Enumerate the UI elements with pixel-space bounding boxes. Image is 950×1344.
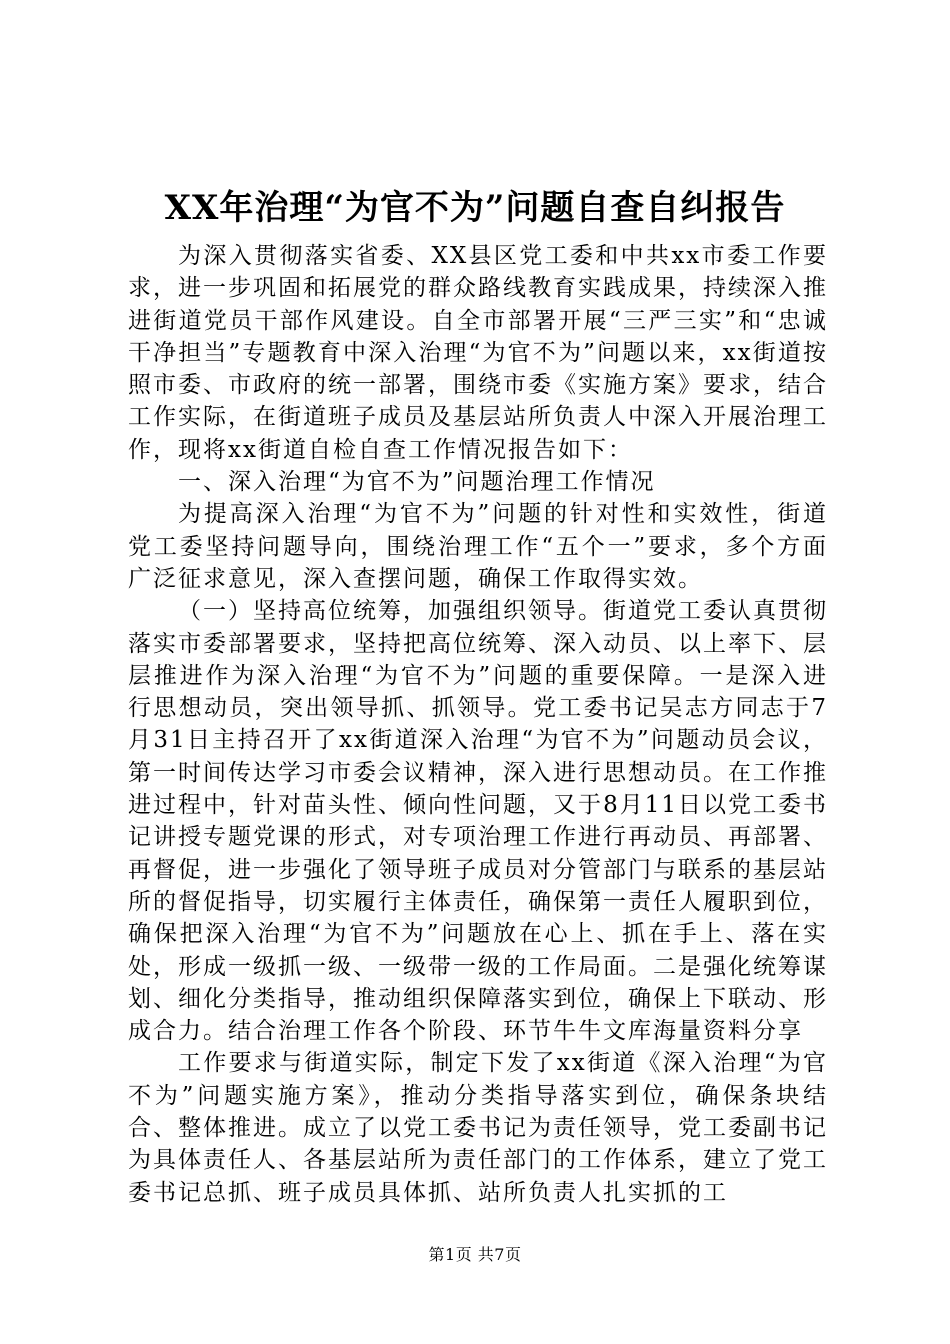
continuation-paragraph: 工作要求与街道实际，制定下发了xx街道《深入治理“为官不为”问题实施方案》，推动分类指导落实到位，确保条块结合、整体推进。成立了以党工委书记为责任领导，党工委副书记为具体责任人、各基层站所为责任部门的工作体系，建立了党工委书记总抓、班子成员具体抓、站所负责人扎实抓的工 (128, 1050, 828, 1206)
subsection-paragraph: （一）坚持高位统筹，加强组织领导。街道党工委认真贯彻落实市委部署要求，坚持把高位统筹、深入动员、以上率下、层层推进作为深入治理“为官不为”问题的重要保障。一是深入进行思想动员，突出领导抓、抓领导。党工委书记吴志方同志于7月31日主持召开了xx街道深入治理“为官不为”问题动员会议，第一时间传达学习市委会议精神，深入进行思想动员。在工作推进过程中，针对苗头性、倾向性问题，又于8月11日以党工委书记讲授专题党课的形式，对专项治理工作进行再动员、再部署、再督促，进一步强化了领导班子成员对分管部门与联系的基层站所的督促指导，切实履行主体责任，确保第一责任人履职到位，确保把深入治理“为官不为”问题放在心上、抓在手上、落在实处，形成一级抓一级、一级带一级的工作局面。二是强化统筹谋划、细化分类指导，推动组织保障落实到位，确保上下联动、形成合力。结合治理工作各个阶段、环节牛牛文库海量资料分享 (128, 598, 828, 1045)
section-heading: 一、深入治理“为官不为”问题治理工作情况 (178, 469, 656, 496)
section-paragraph: 为提高深入治理“为官不为”问题的针对性和实效性，街道党工委坚持问题导向，围绕治理工作“五个一”要求，多个方面广泛征求意见，深入查摆问题，确保工作取得实效。 (128, 501, 828, 592)
document-body (128, 240, 828, 1209)
document-title: XX年治理“为官不为”问题自查自纠报告 (164, 188, 786, 228)
intro-paragraph: 为深入贯彻落实省委、XX县区党工委和中共xx市委工作要求，进一步巩固和拓展党的群众路线教育实践成果，持续深入推进街道党员干部作风建设。自全市部署开展“三严三实”和“忠诚干净担当”专题教育中深入治理“为官不为”问题以来，xx街道按照市委、市政府的统一部署，围绕市委《实施方案》要求，结合工作实际，在街道班子成员及基层站所负责人中深入开展治理工作，现将xx街道自检自查工作情况报告如下： (128, 243, 828, 463)
page-number-footer: 第1页 共7页 (428, 1245, 522, 1264)
